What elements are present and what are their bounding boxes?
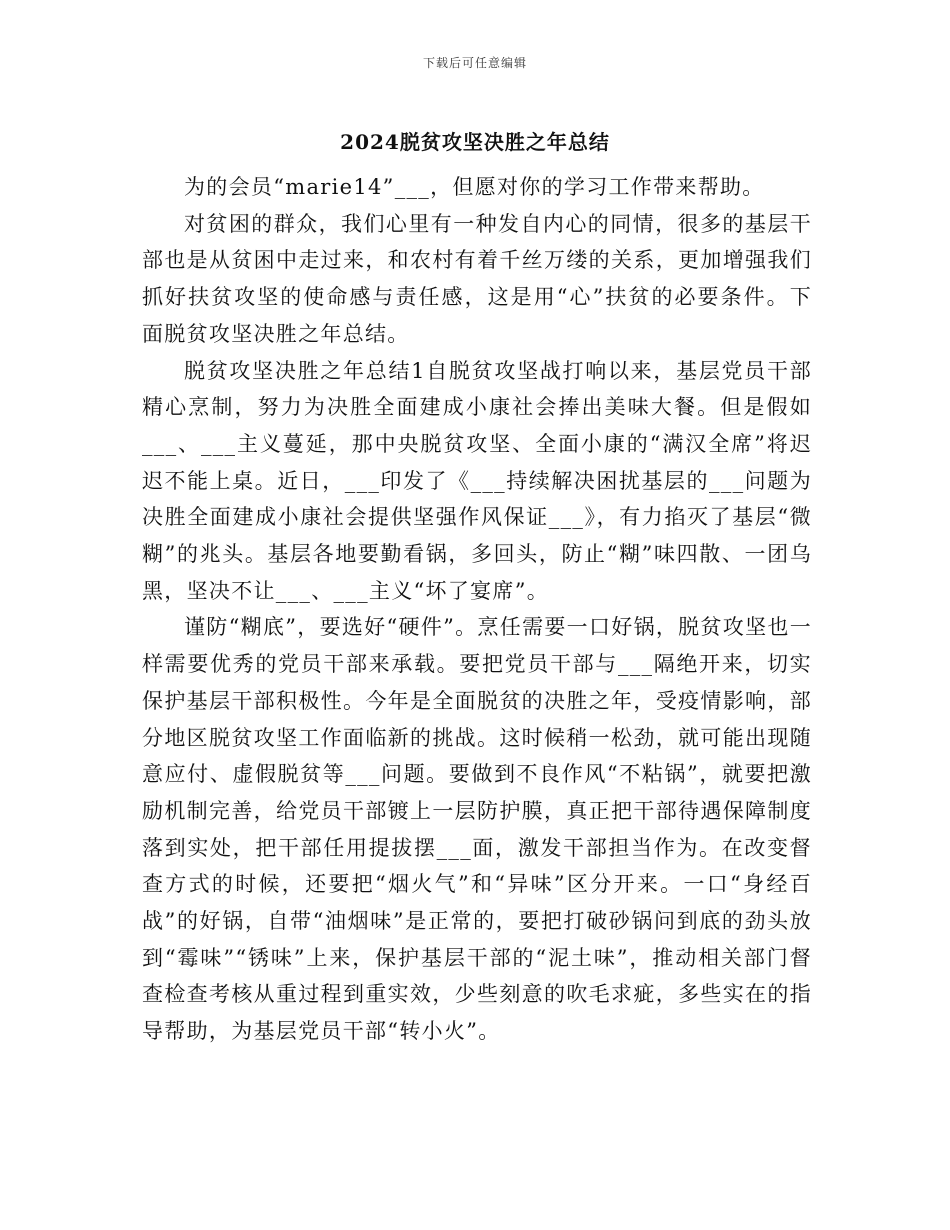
paragraph-guard-against-burning: 谨防“糊底”，要选好“硬件”。烹任需要一口好锅，脱贫攻坚也一样需要优秀的党员干部来承载。要把党员干部与___隔绝开来，切实保护基层干部积极性。今年是全面脱贫的决胜之年，受疫情影响，部分地区脱贫攻坚工作面临新的挑战。这时候稍一松劲，就可能出现随意应付、虚假脱贫等___问题。要做到不良作风“不粘锅”，就要把激励机制完善，给党员干部镀上一层防护膜，真正把干部待遇保障制度落到实处，把干部任用提拔摆___面，激发干部担当作为。在改变督查方式的时候，还要把“烟火气”和“异味”区分开来。一口“身经百战”的好锅，自带“油烟味”是正常的，要把打破砂锅问到底的劲头放到“霉味”“锈味”上来，保护基层干部的“泥土味”，推动相关部门督查检查考核从重过程到重实效，少些刻意的吹毛求疵，多些实在的指导帮助，为基层党员干部“转小火”。 [142, 615, 812, 1044]
document-body [142, 169, 812, 1050]
paragraph-summary-1: 脱贫攻坚决胜之年总结1自脱贫攻坚战打响以来，基层党员干部精心烹制，努力为决胜全面建成小康社会捧出美味大餐。但是假如___、___主义蔓延，那中央脱贫攻坚、全面小康的“满汉全席”将迟迟不能上桌。近日，___印发了《___持续解决困扰基层的___问题为决胜全面建成小康社会提供坚强作风保证___》，有力掐灭了基层“微糊”的兆头。基层各地要勤看锅，多回头，防止“糊”味四散、一团乌黑，坚决不让___、___主义“坏了宴席”。 [142, 358, 812, 603]
paragraph-intro: 为的会员“marie14”___，但愿对你的学习工作带来帮助。 [184, 175, 765, 199]
document-title: 2024脱贫攻坚决胜之年总结 [340, 130, 610, 154]
paragraph-background: 对贫困的群众，我们心里有一种发自内心的同情，很多的基层干部也是从贫困中走过来，和农村有着千丝万缕的关系，更加增强我们抓好扶贫攻坚的使命感与责任感，这是用“心”扶贫的必要条件。下面脱贫攻坚决胜之年总结。 [142, 211, 812, 346]
header-note: 下载后可任意编辑 [422, 56, 527, 70]
